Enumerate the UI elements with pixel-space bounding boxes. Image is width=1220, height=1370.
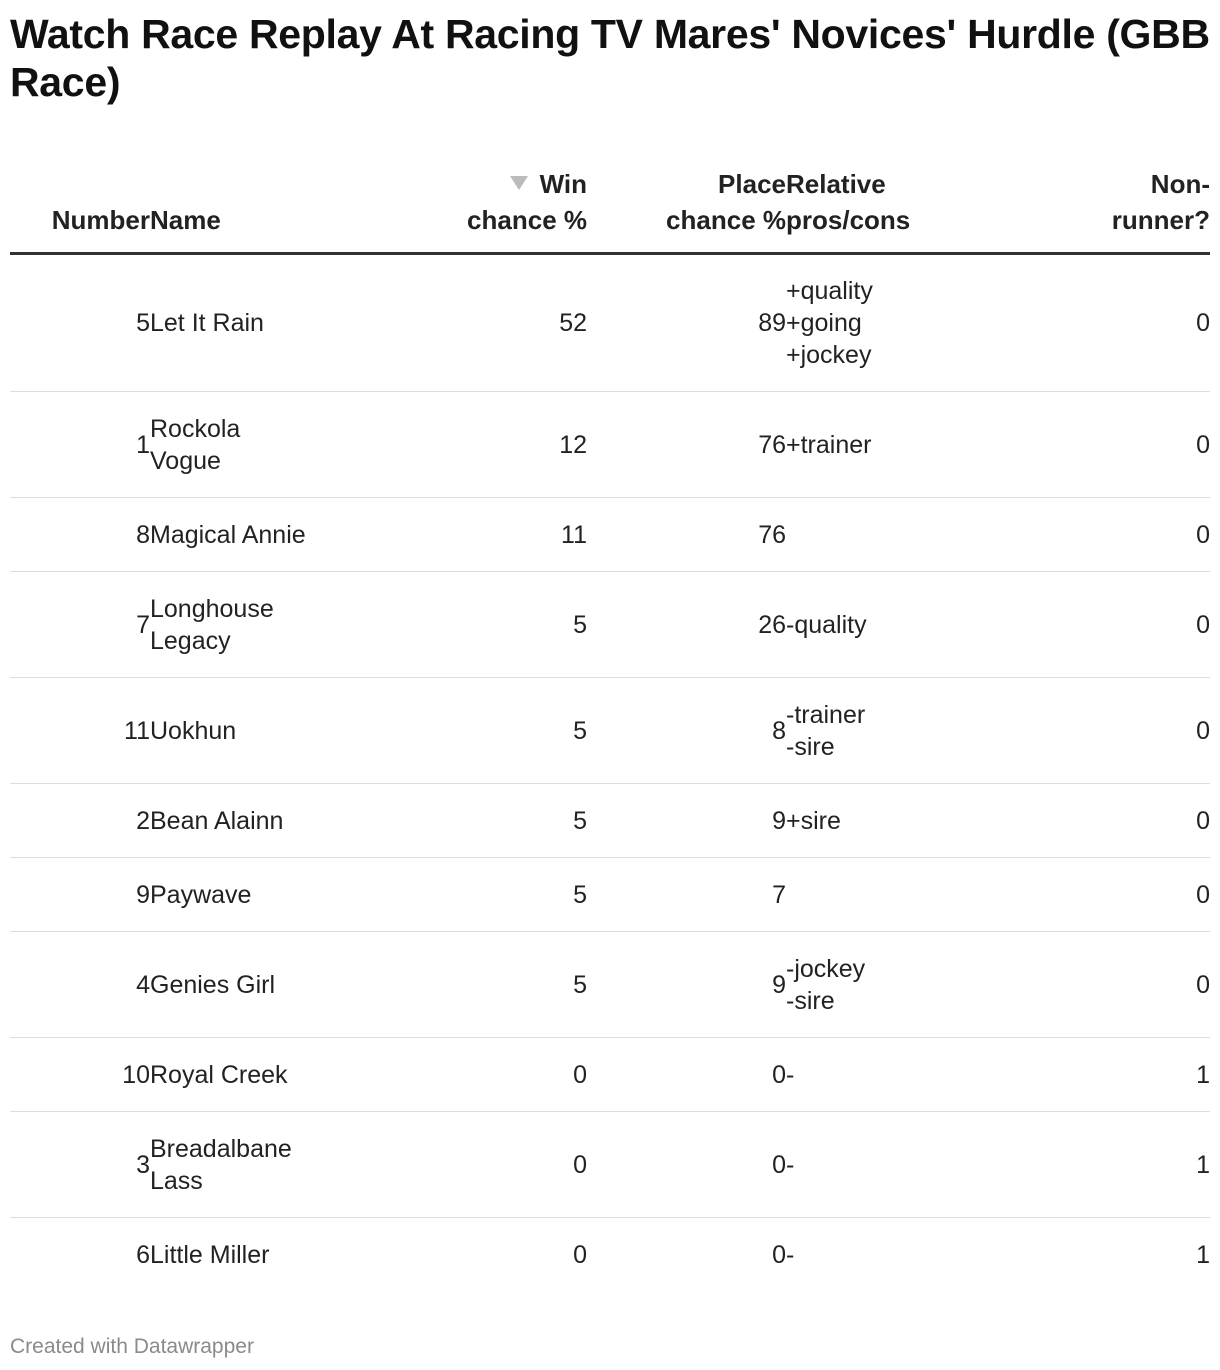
cell-pros-cons-line: +jockey [786, 341, 872, 369]
cell-name-line: Paywave [150, 880, 252, 909]
table-row [10, 572, 1210, 678]
table-row [10, 1112, 1210, 1218]
cell-pros-cons-line: - [786, 1060, 795, 1089]
cell-name [150, 1218, 390, 1292]
table-row [10, 254, 1210, 392]
cell-non-runner: 0 [1022, 572, 1210, 678]
cell-win-chance: 12 [390, 392, 587, 498]
cell-pros-cons [786, 784, 1022, 858]
cell-pros-cons [786, 392, 1022, 498]
cell-win-chance: 0 [390, 1112, 587, 1218]
cell-non-runner: 0 [1022, 498, 1210, 572]
header-label-line: Relative [786, 169, 886, 199]
cell-place-chance: 26 [587, 572, 786, 678]
header-row [10, 154, 1210, 254]
cell-name-line: Bean Alainn [150, 806, 284, 835]
cell-place-chance: 9 [587, 784, 786, 858]
cell-number: 9 [10, 858, 150, 932]
cell-pros-cons-line: - [786, 1150, 795, 1179]
header-label-line: Number [51, 205, 150, 235]
cell-pros-cons-line: +going [786, 309, 862, 337]
cell-win-chance: 0 [573, 1240, 587, 1269]
cell-name [150, 498, 390, 572]
cell-pros-cons [786, 254, 1022, 392]
cell-pros-cons-line: +trainer [786, 430, 872, 459]
cell-name [150, 784, 390, 858]
table-row [10, 932, 1210, 1038]
cell-non-runner: 0 [1022, 858, 1210, 932]
cell-pros-cons-line: -sire [786, 986, 835, 1015]
cell-pros-cons-line: +sire [786, 806, 841, 835]
header-label-line: Place [718, 169, 786, 199]
cell-number: 1 [10, 392, 150, 498]
cell-number: 5 [10, 254, 150, 392]
cell-pros-cons [786, 678, 1022, 784]
cell-name-line: Magical Annie [150, 520, 306, 549]
cell-non-runner: 1 [1022, 1112, 1210, 1218]
cell-name-line: Let It Rain [150, 309, 264, 337]
table-row [10, 498, 1210, 572]
cell-name-line: Legacy [150, 626, 231, 655]
cell-name-line: Longhouse [150, 594, 274, 623]
cell-pros-cons-line: +quality [786, 277, 873, 305]
cell-win-chance: 0 [390, 1038, 587, 1112]
cell-win-chance: 5 [390, 784, 587, 858]
header-label-line [390, 166, 587, 202]
header-non-runner[interactable] [1022, 154, 1210, 254]
cell-name [150, 858, 390, 932]
header-label-line: Non- [1150, 169, 1210, 199]
cell-non-runner: 0 [1022, 784, 1210, 858]
cell-pros-cons-line: - [786, 1240, 795, 1269]
cell-place-chance: 7 [587, 858, 786, 932]
cell-name [150, 932, 390, 1038]
cell-pros-cons [786, 1112, 1022, 1218]
header-label-line: chance % [467, 205, 587, 235]
header-label-text: Win [539, 169, 587, 199]
cell-non-runner: 0 [1022, 678, 1210, 784]
cell-name-line: Royal Creek [150, 1060, 288, 1089]
table-row [10, 858, 1210, 932]
cell-non-runner: 1 [1022, 1038, 1210, 1112]
cell-place-chance: 0 [587, 1038, 786, 1112]
table-row [10, 784, 1210, 858]
table-body [10, 254, 1210, 1292]
cell-win-chance: 5 [390, 678, 587, 784]
cell-name-line: Little Miller [150, 1240, 270, 1269]
cell-place-chance: 0 [587, 1112, 786, 1218]
cell-pros-cons [786, 932, 1022, 1038]
cell-pros-cons [786, 1218, 1022, 1292]
table-row [10, 1038, 1210, 1112]
cell-name [150, 392, 390, 498]
table-row [10, 1218, 1210, 1292]
cell-pros-cons-line: -jockey [786, 954, 866, 983]
cell-win-chance: 5 [390, 932, 587, 1038]
cell-place-chance: 8 [587, 678, 786, 784]
credit-text: Created with Datawrapper [10, 1335, 254, 1358]
cell-name-line: Breadalbane [150, 1134, 292, 1163]
cell-pros-cons-line: -quality [786, 610, 867, 639]
race-table [10, 154, 1210, 1292]
cell-number: 7 [10, 572, 150, 678]
cell-pros-cons-line: -sire [786, 732, 835, 761]
cell-non-runner: 0 [1022, 392, 1210, 498]
header-pros-cons[interactable] [786, 154, 1022, 254]
cell-name-line: Vogue [150, 446, 221, 475]
cell-number: 4 [10, 932, 150, 1038]
cell-place-chance: 0 [772, 1240, 786, 1269]
cell-win-chance: 11 [390, 498, 587, 572]
cell-number: 8 [10, 498, 150, 572]
cell-pros-cons-line: -trainer [786, 700, 866, 729]
cell-non-runner: 0 [1022, 932, 1210, 1038]
cell-pros-cons [786, 498, 1022, 572]
header-label-line: pros/cons [786, 205, 911, 235]
cell-number: 3 [10, 1112, 150, 1218]
page-title: Watch Race Replay At Racing TV Mares' Novices' Hurdle (GBB Race) [10, 11, 1210, 105]
header-win-chance[interactable] [390, 154, 587, 254]
cell-non-runner: 0 [1022, 254, 1210, 392]
cell-name [150, 254, 390, 392]
cell-name-line: Uokhun [150, 716, 237, 745]
header-number[interactable] [10, 154, 150, 254]
cell-number: 2 [10, 784, 150, 858]
header-name[interactable] [150, 154, 390, 254]
cell-name-line: Genies Girl [150, 970, 276, 999]
cell-win-chance: 5 [390, 858, 587, 932]
cell-place-chance: 89 [587, 254, 786, 392]
header-label-line: Name [150, 205, 221, 235]
cell-pros-cons [786, 858, 1022, 932]
cell-name-line: Rockola [150, 414, 241, 443]
cell-number: 6 [136, 1240, 150, 1269]
cell-name [150, 678, 390, 784]
cell-number: 10 [10, 1038, 150, 1112]
cell-name [150, 1112, 390, 1218]
cell-name [150, 1038, 390, 1112]
header-label-line: runner? [1111, 205, 1210, 235]
cell-win-chance: 5 [390, 572, 587, 678]
header-place-chance[interactable] [587, 154, 786, 254]
cell-place-chance: 9 [587, 932, 786, 1038]
table-header [10, 154, 1210, 254]
cell-pros-cons [786, 572, 1022, 678]
table-row [10, 392, 1210, 498]
cell-name-line: Lass [150, 1166, 203, 1195]
header-label-line: chance % [666, 205, 786, 235]
cell-name [150, 572, 390, 678]
cell-pros-cons [786, 1038, 1022, 1112]
cell-non-runner: 1 [1196, 1240, 1210, 1269]
cell-place-chance: 76 [587, 498, 786, 572]
cell-number: 11 [10, 678, 150, 784]
sort-descending-icon[interactable] [510, 176, 528, 190]
table-row [10, 678, 1210, 784]
cell-win-chance: 52 [390, 254, 587, 392]
cell-place-chance: 76 [587, 392, 786, 498]
